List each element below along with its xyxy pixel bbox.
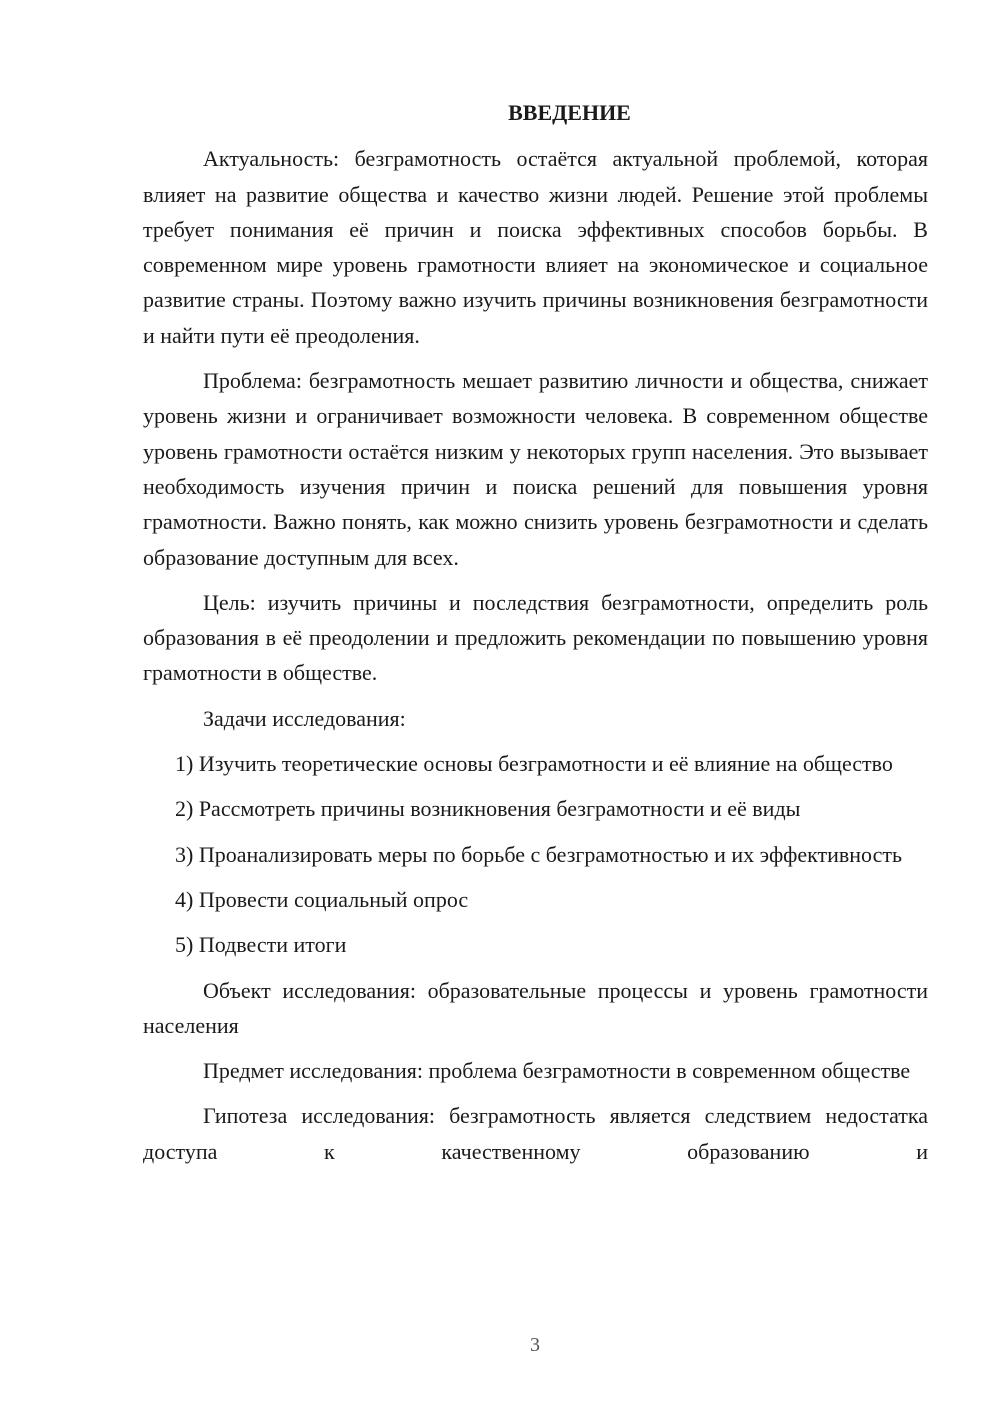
task-item: 2) Рассмотреть причины возникновения безграмотности и её виды <box>175 796 801 822</box>
subject-paragraph: Предмет исследования: проблема безграмотности в современном обществе <box>203 1058 911 1084</box>
task-item: 4) Провести социальный опрос <box>175 886 469 912</box>
task-item: 1) Изучить теоретические основы безграмотности и её влияние на общество <box>175 751 893 777</box>
object-paragraph: Объект исследования: образовательные процессы и уровень грамотности населения <box>143 977 928 1038</box>
hypothesis-paragraph: Гипотеза исследования: безграмотность является следствием недостатка доступа к качественному образованию и <box>143 1103 928 1164</box>
problem-paragraph: Проблема: безграмотность мешает развитию личности и общества, снижает уровень жизни и ограничивает возможности человека. В современном обществе уровень грамотности остаётся низким у некоторых групп населения. Это вызывает необходимость изучения причин и поиска решений для повышения уровня грамотности. Важно понять, как можно снизить уровень безграмотности и сделать образование доступным для всех. <box>143 368 928 570</box>
relevance-paragraph: Актуальность: безграмотность остаётся актуальной проблемой, которая влияет на развитие общества и качество жизни людей. Решение этой проблемы требует понимания её причин и поиска эффективных способов борьбы. В современном мире уровень грамотности влияет на экономическое и социальное развитие страны. Поэтому важно изучить причины возникновения безграмотности и найти пути её преодоления. <box>143 146 928 348</box>
task-item: 3) Проанализировать меры по борьбе с безграмотностью и их эффективность <box>175 841 903 867</box>
page-title: ВВЕДЕНИЕ <box>508 100 631 125</box>
goal-paragraph: Цель: изучить причины и последствия безграмотности, определить роль образования в её преодолении и предложить рекомендации по повышению уровня грамотности в обществе. <box>143 589 928 686</box>
task-item: 5) Подвести итоги <box>175 932 347 958</box>
tasks-heading: Задачи исследования: <box>203 705 406 731</box>
page-number: 3 <box>530 1334 540 1356</box>
page-content <box>143 95 928 1179</box>
